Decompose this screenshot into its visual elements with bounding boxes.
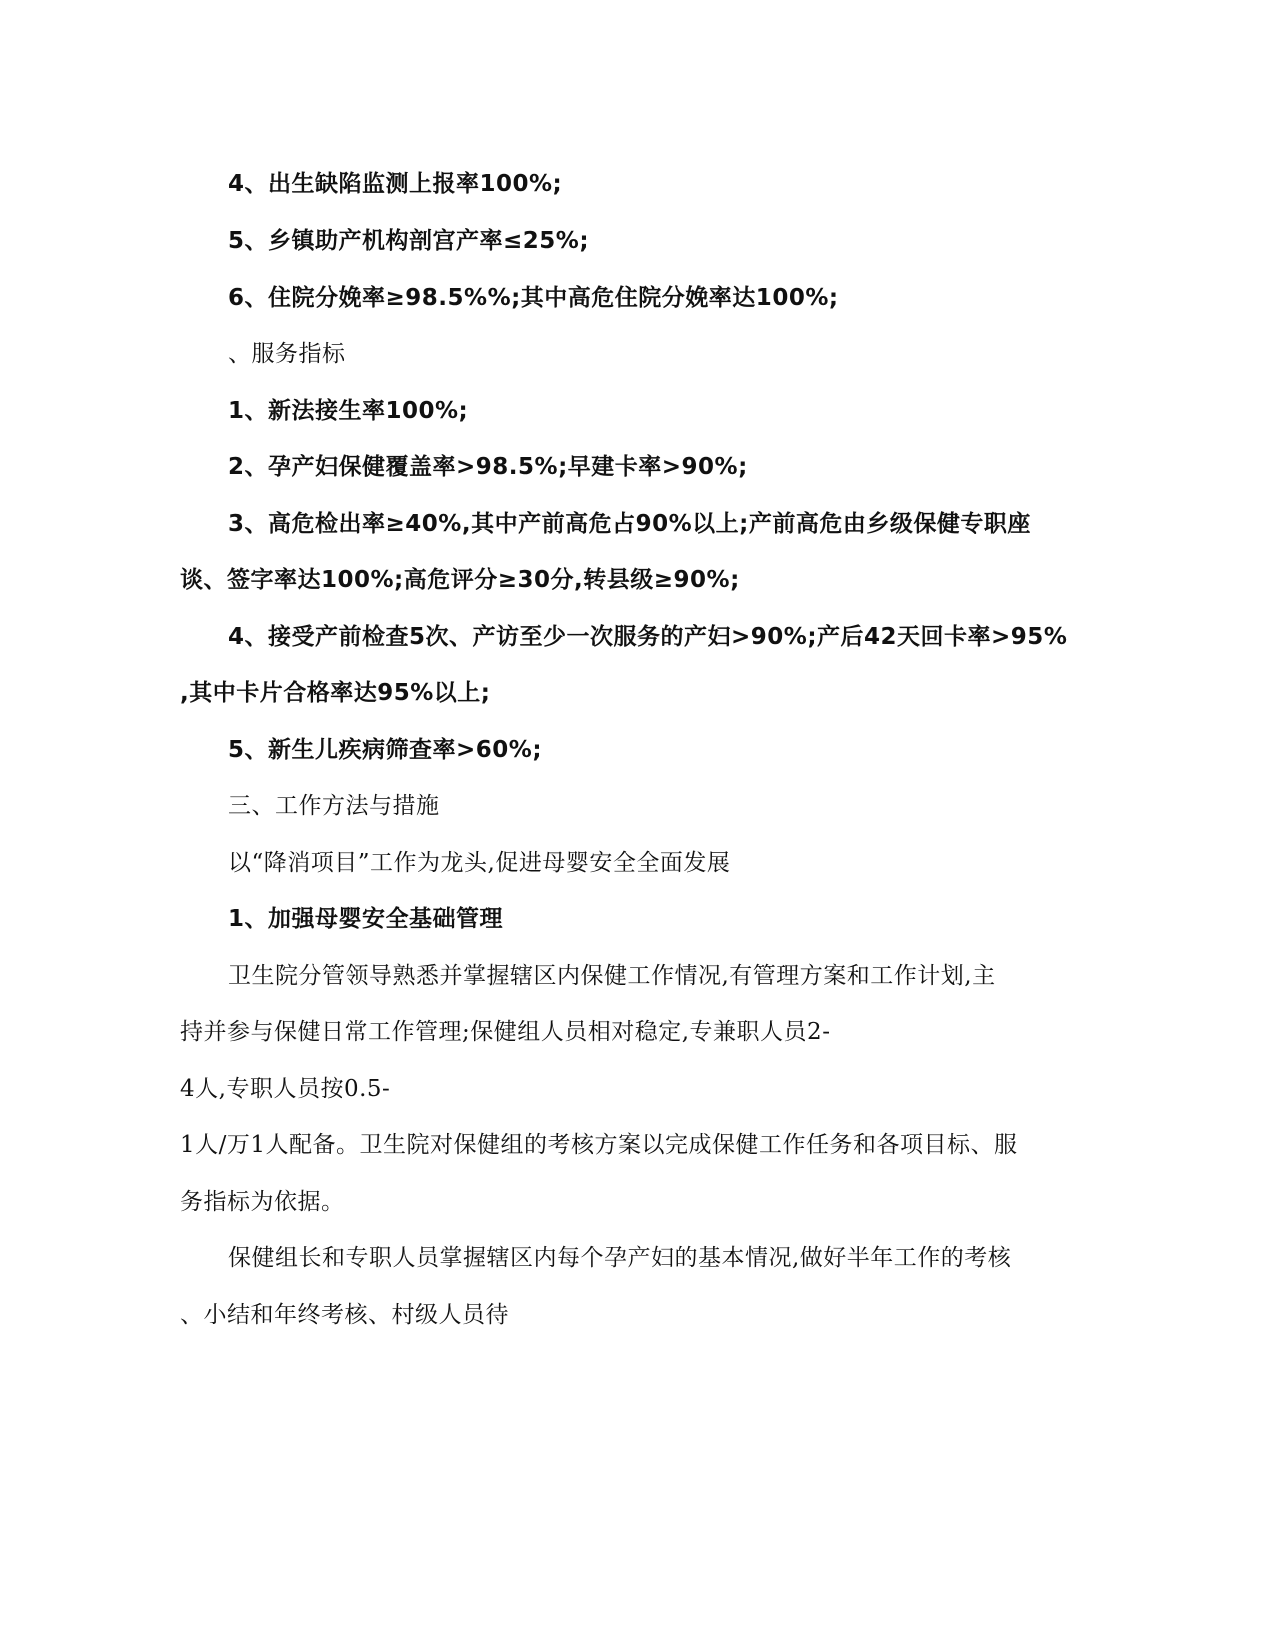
section-heading-methods: 三、工作方法与措施: [228, 793, 440, 819]
paragraph-1-line-5: 务指标为依据。: [180, 1189, 345, 1215]
target-item-4: 4、出生缺陷监测上报率100%;: [228, 171, 563, 197]
service-item-1: 1、新法接生率100%;: [228, 398, 469, 424]
service-item-3-cont: 谈、签字率达100%;高危评分≥30分,转县级≥90%;: [180, 567, 740, 593]
paragraph-2-line-1: 保健组长和专职人员掌握辖区内每个孕产妇的基本情况,做好半年工作的考核: [228, 1245, 1012, 1271]
paragraph-1-line-1: 卫生院分管领导熟悉并掌握辖区内保健工作情况,有管理方案和工作计划,主: [228, 963, 996, 989]
service-item-4-cont: ,其中卡片合格率达95%以上;: [180, 680, 491, 706]
paragraph-1-line-3: 4人,专职人员按0.5-: [180, 1076, 391, 1102]
paragraph-1-line-2: 持并参与保健日常工作管理;保健组人员相对稳定,专兼职人员2-: [180, 1019, 831, 1045]
service-item-3: 3、高危检出率≥40%,其中产前高危占90%以上;产前高危由乡级保健专职座: [228, 511, 1031, 537]
service-item-2: 2、孕产妇保健覆盖率>98.5%;早建卡率>90%;: [228, 454, 748, 480]
service-item-5: 5、新生儿疾病筛查率>60%;: [228, 737, 543, 763]
paragraph-1-line-4: 1人/万1人配备。卫生院对保健组的考核方案以完成保健工作任务和各项目标、服: [180, 1132, 1018, 1158]
methods-intro: 以“降消项目”工作为龙头,促进母婴安全全面发展: [228, 850, 731, 876]
target-item-6: 6、住院分娩率≥98.5%%;其中高危住院分娩率达100%;: [228, 285, 839, 311]
subheading-1: 1、加强母婴安全基础管理: [228, 906, 504, 932]
service-item-4: 4、接受产前检查5次、产访至少一次服务的产妇>90%;产后42天回卡率>95%: [228, 624, 1068, 650]
section-heading-service: 、服务指标: [228, 341, 346, 367]
target-item-5: 5、乡镇助产机构剖宫产率≤25%;: [228, 228, 590, 254]
paragraph-2-line-2: 、小结和年终考核、村级人员待: [180, 1302, 509, 1328]
